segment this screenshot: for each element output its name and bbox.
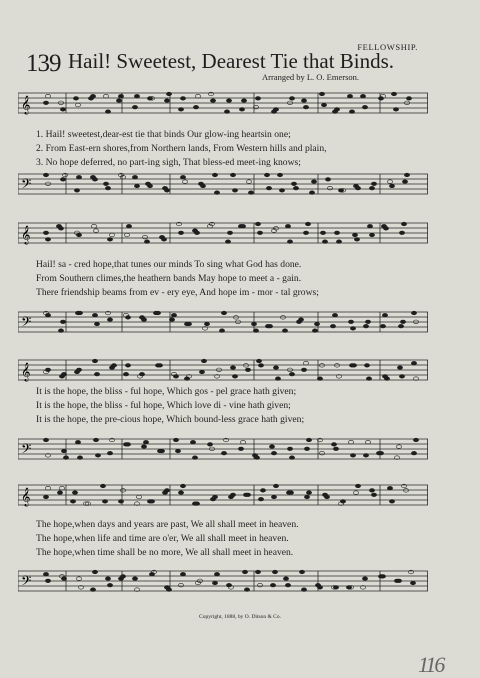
svg-text:𝄞: 𝄞 [21, 95, 31, 114]
bass-staff [18, 309, 428, 335]
hymn-number: 139 [26, 50, 61, 77]
treble-staff [18, 357, 428, 383]
lyric-line: It is the hope, the pre-cious hope, Which bound-less grace hath given; [36, 414, 305, 426]
arrangement-credit: Arranged by L. O. Emerson. [262, 72, 360, 82]
lyric-line: 1. Hail! sweetest,dear-est tie that binds Our glow-ing heartsin one; [36, 129, 291, 140]
treble-staff [18, 482, 428, 508]
verse-block-4 [36, 518, 434, 561]
treble-staff [18, 90, 428, 116]
bass-staff [18, 568, 428, 594]
verse-block-1 [36, 128, 434, 171]
lyric-line: From Southern climes,the heathern bands May hope to meet a - gain. [36, 273, 302, 285]
lyric-line: The hope,when life and time are o'er, We all shall meet in heaven. [36, 533, 289, 545]
lyric-line: It is the hope, the bliss - ful hope, Which gos - pel grace hath given; [36, 386, 297, 397]
lyric-line: Hail! sa - cred hope,that tunes our minds To sing what God has done. [36, 259, 302, 270]
verse-block-2 [36, 258, 434, 301]
hymn-category: FELLOWSHIP. [357, 42, 418, 52]
svg-text:𝄢: 𝄢 [21, 441, 32, 460]
copyright-notice: Copyright, 1888, by O. Ditson & Co. [199, 614, 281, 620]
bass-staff [18, 171, 428, 197]
svg-text:𝄞: 𝄞 [21, 225, 31, 244]
bass-staff [18, 436, 428, 462]
treble-staff [18, 220, 428, 246]
lyric-line: 2. From East-ern shores,from Northern lands, From Western hills and plain, [36, 143, 327, 155]
svg-text:𝄞: 𝄞 [21, 362, 31, 381]
svg-text:𝄢: 𝄢 [21, 176, 32, 195]
lyric-line: The hope,when days and years are past, We all shall meet in heaven. [36, 519, 299, 530]
svg-text:𝄞: 𝄞 [21, 487, 31, 506]
svg-text:𝄢: 𝄢 [21, 314, 32, 333]
lyric-line: There friendship beams from ev - ery eye, And hope im - mor - tal grows; [36, 287, 319, 299]
lyric-line: It is the hope, the bliss - ful hope, Which love di - vine hath given; [36, 400, 291, 412]
lyric-line: The hope,when time shall be no more, We all shall meet in heaven. [36, 547, 294, 559]
verse-block-3 [36, 385, 434, 428]
hymn-title: Hail! Sweetest, Dearest Tie that Binds. [68, 49, 395, 73]
lyric-line: 3. No hope deferred, no part-ing sigh, That bless-ed meet-ing knows; [36, 157, 301, 169]
svg-text:𝄢: 𝄢 [21, 573, 32, 592]
page-number: 116 [418, 652, 444, 677]
